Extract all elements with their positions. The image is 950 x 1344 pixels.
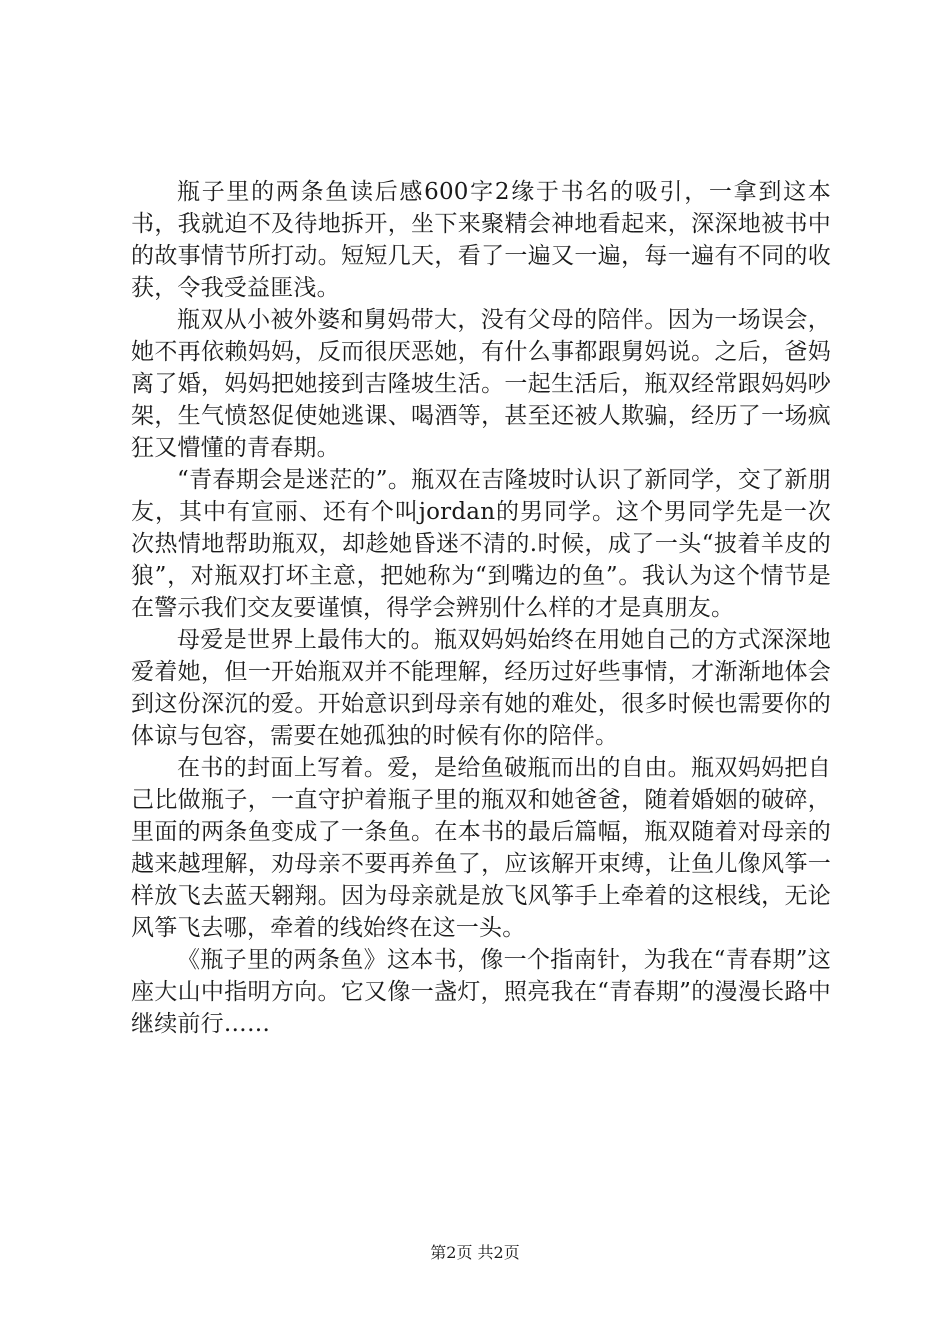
paragraph-1: 瓶子里的两条鱼读后感600字2缘于书名的吸引，一拿到这本书，我就迫不及待地拆开，坐下来聚精会神地看起来，深深地被书中的故事情节所打动。短短几天，看了一遍又一遍，每一遍有不同的收获，令我受益匪浅。 <box>131 179 831 301</box>
document-body <box>131 176 831 1040</box>
page-footer <box>0 1243 950 1263</box>
paragraph-2: 瓶双从小被外婆和舅妈带大，没有父母的陪伴。因为一场误会，她不再依赖妈妈，反而很厌恶她，有什么事都跟舅妈说。之后，爸妈离了婚，妈妈把她接到吉隆坡生活。一起生活后，瓶双经常跟妈妈吵架，生气愤怒促使她逃课、喝酒等，甚至还被人欺骗，经历了一场疯狂又懵懂的青春期。 <box>131 307 831 461</box>
paragraph-3: “青春期会是迷茫的”。瓶双在吉隆坡时认识了新同学，交了新朋友，其中有宣丽、还有个叫jordan的男同学。这个男同学先是一次次热情地帮助瓶双，却趁她昏迷不清的.时候，成了一头“披着羊皮的狼”，对瓶双打坏主意，把她称为“到嘴边的鱼”。我认为这个情节是在警示我们交友要谨慎，得学会辨别什么样的才是真朋友。 <box>131 467 831 621</box>
paragraph-4: 母爱是世界上最伟大的。瓶双妈妈始终在用她自己的方式深深地爱着她，但一开始瓶双并不能理解，经历过好些事情，才渐渐地体会到这份深沉的爱。开始意识到母亲有她的难处，很多时候也需要你的体谅与包容，需要在她孤独的时候有你的陪伴。 <box>131 627 831 749</box>
page-number-label: 第2页 共2页 <box>430 1243 520 1262</box>
paragraph-5: 在书的封面上写着。爱，是给鱼破瓶而出的自由。瓶双妈妈把自己比做瓶子，一直守护着瓶子里的瓶双和她爸爸，随着婚姻的破碎，里面的两条鱼变成了一条鱼。在本书的最后篇幅，瓶双随着对母亲的越来越理解，劝母亲不要再养鱼了，应该解开束缚，让鱼儿像风筝一样放飞去蓝天翱翔。因为母亲就是放飞风筝手上牵着的这根线，无论风筝飞去哪，牵着的线始终在这一头。 <box>131 755 831 941</box>
paragraph-6: 《瓶子里的两条鱼》这本书，像一个指南针，为我在“青春期”这座大山中指明方向。它又像一盏灯，照亮我在“青春期”的漫漫长路中继续前行…… <box>131 947 831 1037</box>
